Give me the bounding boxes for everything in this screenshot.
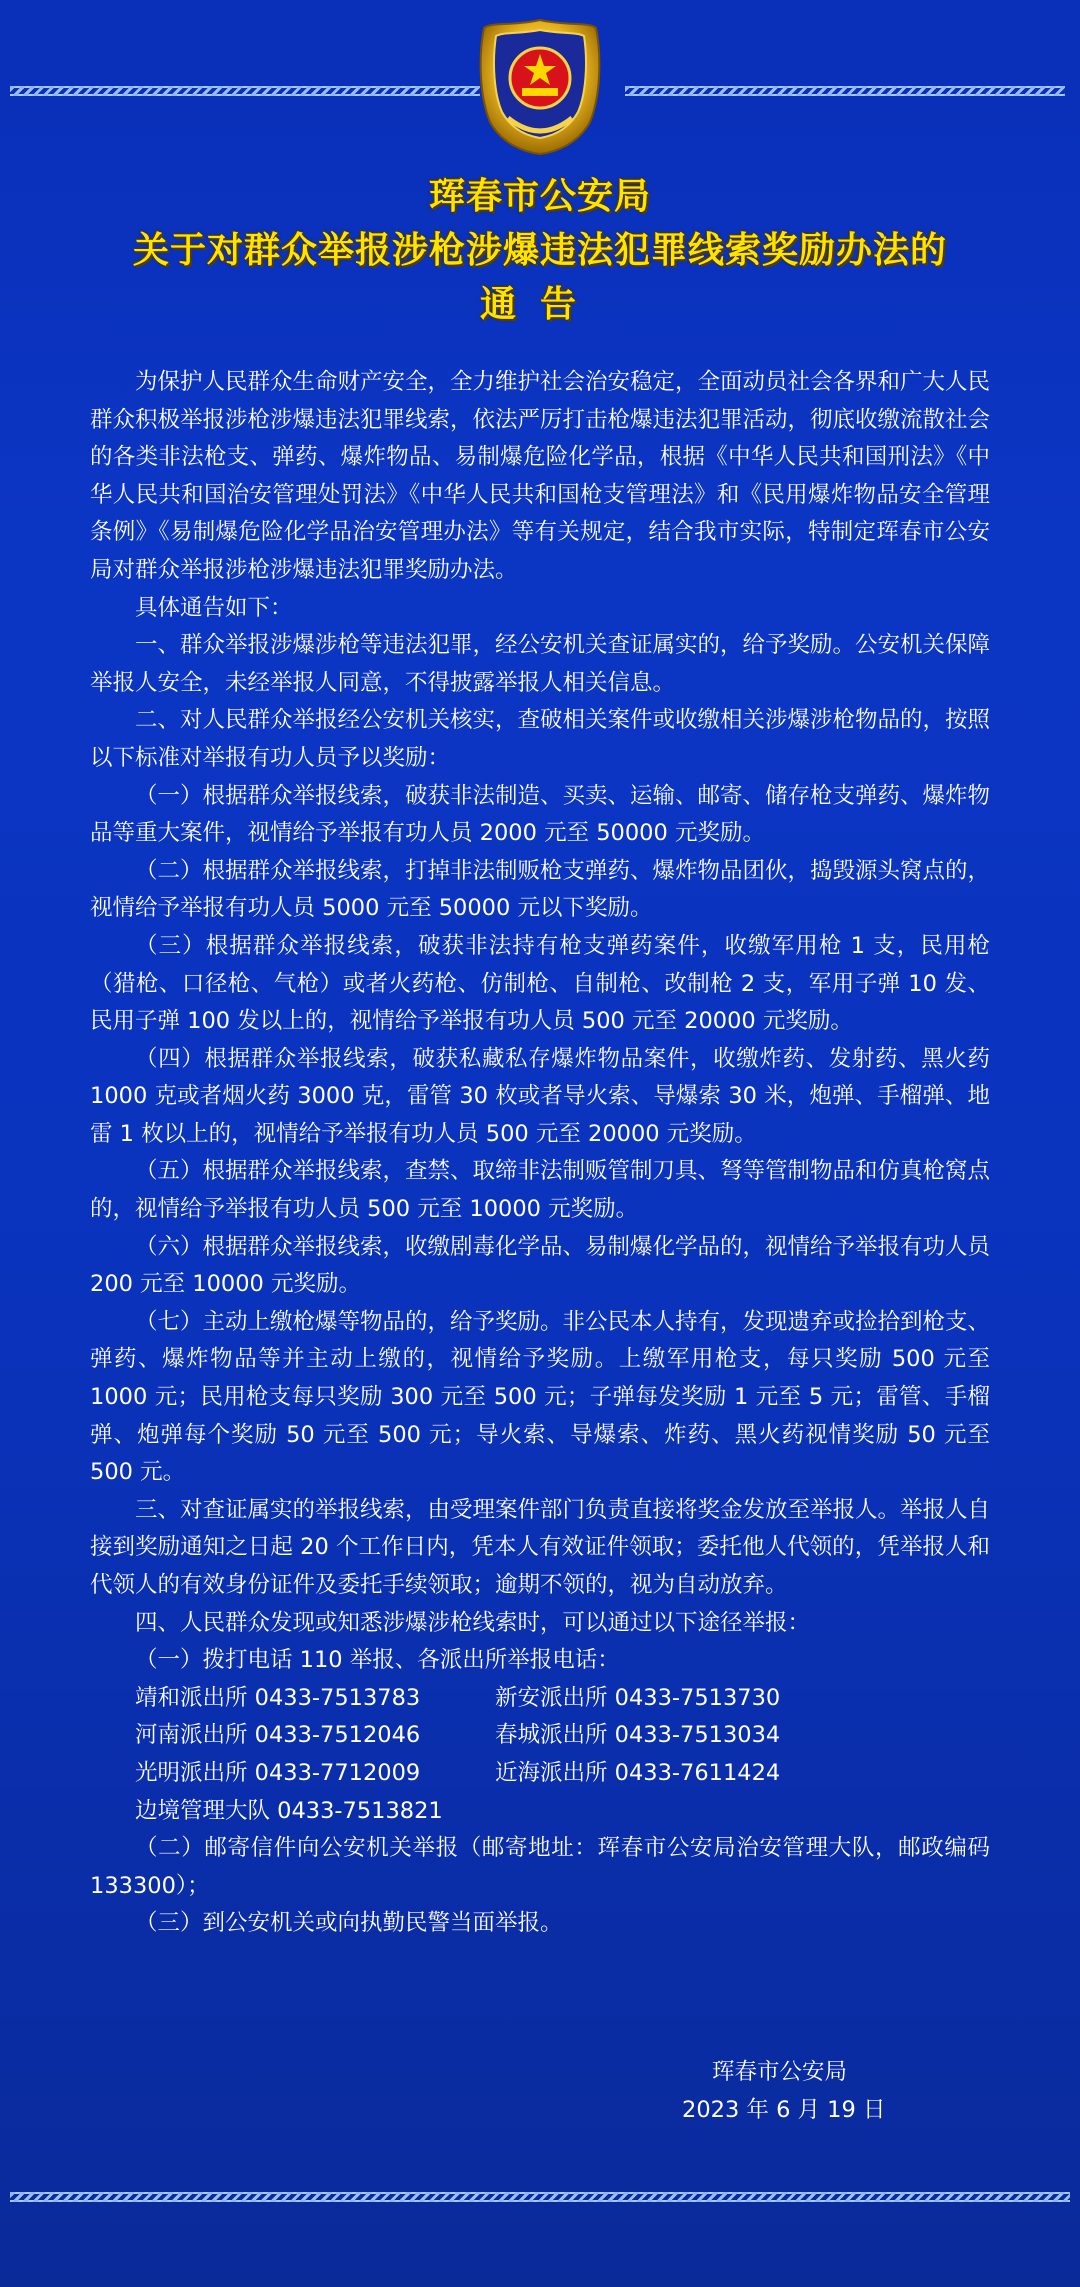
paragraph-reward-6: （六）根据群众举报线索，收缴剧毒化学品、易制爆化学品的，视情给予举报有功人员 200 元至 10000 元奖励。 — [90, 1233, 991, 1298]
police-station-contact: 近海派出所 0433-7611424 — [495, 1759, 781, 1786]
notice-body — [90, 364, 990, 1943]
title-subject: 关于对群众举报涉枪涉爆违法犯罪线索奖励办法的 — [132, 230, 947, 271]
police-emblem-icon — [478, 18, 602, 156]
police-station-contact: 春城派出所 0433-7513034 — [495, 1722, 781, 1749]
paragraph-reward-7: （七）主动上缴枪爆等物品的，给予奖励。非公民本人持有，发现遗弃或捡拾到枪支、弹药、爆炸物品等并主动上缴的，视情给予奖励。上缴军用枪支，每只奖励 500 元至 1000 元；民用枪支每只奖励 300 元至 500 元；子弹每发奖励 1 元至 5 元；雷管、手榴弹、炮弹每个奖励 50 元至 500 元；导火索、导爆索、炸药、黑火药视情奖励 50 元至 500 元。 — [90, 1308, 991, 1486]
paragraph-reward-4: （四）根据群众举报线索，破获私藏私存爆炸物品案件，收缴炸药、发射药、黑火药 1000 克或者烟火药 3000 克，雷管 30 枚或者导火索、导爆索 30 米，炮弹、手榴弹、地雷 1 枚以上的，视情给予举报有功人员 500 元至 20000 元奖励。 — [90, 1045, 990, 1147]
paragraph-report-phone: （一）拨打电话 110 举报、各派出所举报电话： — [135, 1647, 620, 1674]
paragraph-item-4: 四、人民群众发现或知悉涉爆涉枪线索时，可以通过以下途径举报： — [135, 1609, 811, 1636]
paragraph-reward-2: （二）根据群众举报线索，打掉非法制贩枪支弹药、爆炸物品团伙，捣毁源头窝点的，视情给予举报有功人员 5000 元至 50000 元以下奖励。 — [90, 857, 991, 922]
top-decorative-band-left — [10, 86, 480, 100]
title-notice: 通告 — [479, 284, 600, 325]
signature-date: 2023 年 6 月 19 日 — [682, 2097, 886, 2123]
title-block — [0, 170, 1080, 332]
paragraph-reward-1: （一）根据群众举报线索，破获非法制造、买卖、运输、邮寄、储存枪支弹药、爆炸物品等重大案件，视情给予举报有功人员 2000 元至 50000 元奖励。 — [90, 782, 991, 847]
title-issuer: 珲春市公安局 — [428, 176, 651, 217]
contact-row — [90, 1680, 990, 1718]
paragraph-item-2: 二、对人民群众举报经公安机关核实，查破相关案件或收缴相关涉爆涉枪物品的，按照以下标准对举报有功人员予以奖励： — [90, 707, 991, 771]
paragraph-report-inperson: （三）到公安机关或向执勤民警当面举报。 — [135, 1910, 563, 1937]
paragraph-intro: 为保护人民群众生命财产安全，全力维护社会治安稳定，全面动员社会各界和广大人民群众积极举报涉枪涉爆违法犯罪线索，依法严厉打击枪爆违法犯罪活动，彻底收缴流散社会的各类非法枪支、弹药、爆炸物品、易制爆危险化学品，根据《中华人民共和国刑法》《中华人民共和国治安管理处罚法》《中华人民共和国枪支管理法》和《民用爆炸物品安全管理条例》《易制爆危险化学品治安管理办法》等有关规定，结合我市实际，特制定珲春市公安局对群众举报涉枪涉爆违法犯罪奖励办法。 — [90, 369, 991, 583]
top-decorative-band-right — [625, 86, 1065, 100]
police-station-contact: 新安派出所 0433-7513730 — [495, 1684, 781, 1711]
paragraph-report-mail: （二）邮寄信件向公安机关举报（邮寄地址：珲春市公安局治安管理大队，邮政编码 133300）； — [90, 1835, 990, 1899]
paragraph-reward-3: （三）根据群众举报线索，破获非法持有枪支弹药案件，收缴军用枪 1 支，民用枪（猎枪、口径枪、气枪）或者火药枪、仿制枪、自制枪、改制枪 2 支，军用子弹 10 发、民用子弹 100 发以上的，视情给予举报有功人员 500 元至 20000 元奖励。 — [90, 932, 990, 1035]
paragraph-item-3: 三、对查证属实的举报线索，由受理案件部门负责直接将奖金发放至举报人。举报人自接到奖励通知之日起 20 个工作日内，凭本人有效证件领取；委托他人代领的，凭举报人和代领人的有效身份证件及委托手续领取；逾期不领的，视为自动放弃。 — [90, 1496, 991, 1598]
paragraph-item-1: 一、群众举报涉爆涉枪等违法犯罪，经公安机关查证属实的，给予奖励。公安机关保障举报人安全，未经举报人同意，不得披露举报人相关信息。 — [90, 632, 991, 696]
police-station-contact: 河南派出所 0433-7512046 — [135, 1722, 421, 1749]
bottom-decorative-band — [10, 2192, 1070, 2206]
paragraph-reward-5: （五）根据群众举报线索，查禁、取缔非法制贩管制刀具、弩等管制物品和仿真枪窝点的，视情给予举报有功人员 500 元至 10000 元奖励。 — [90, 1158, 991, 1223]
police-station-contact: 光明派出所 0433-7712009 — [135, 1759, 421, 1786]
contact-row — [90, 1755, 990, 1793]
contact-row — [90, 1717, 990, 1755]
police-station-contact: 边境管理大队 0433-7513821 — [135, 1797, 443, 1824]
police-station-contact: 靖和派出所 0433-7513783 — [135, 1684, 421, 1711]
contact-row — [90, 1793, 990, 1831]
signature-organization: 珲春市公安局 — [712, 2059, 848, 2085]
paragraph-heading: 具体通告如下： — [135, 594, 293, 621]
